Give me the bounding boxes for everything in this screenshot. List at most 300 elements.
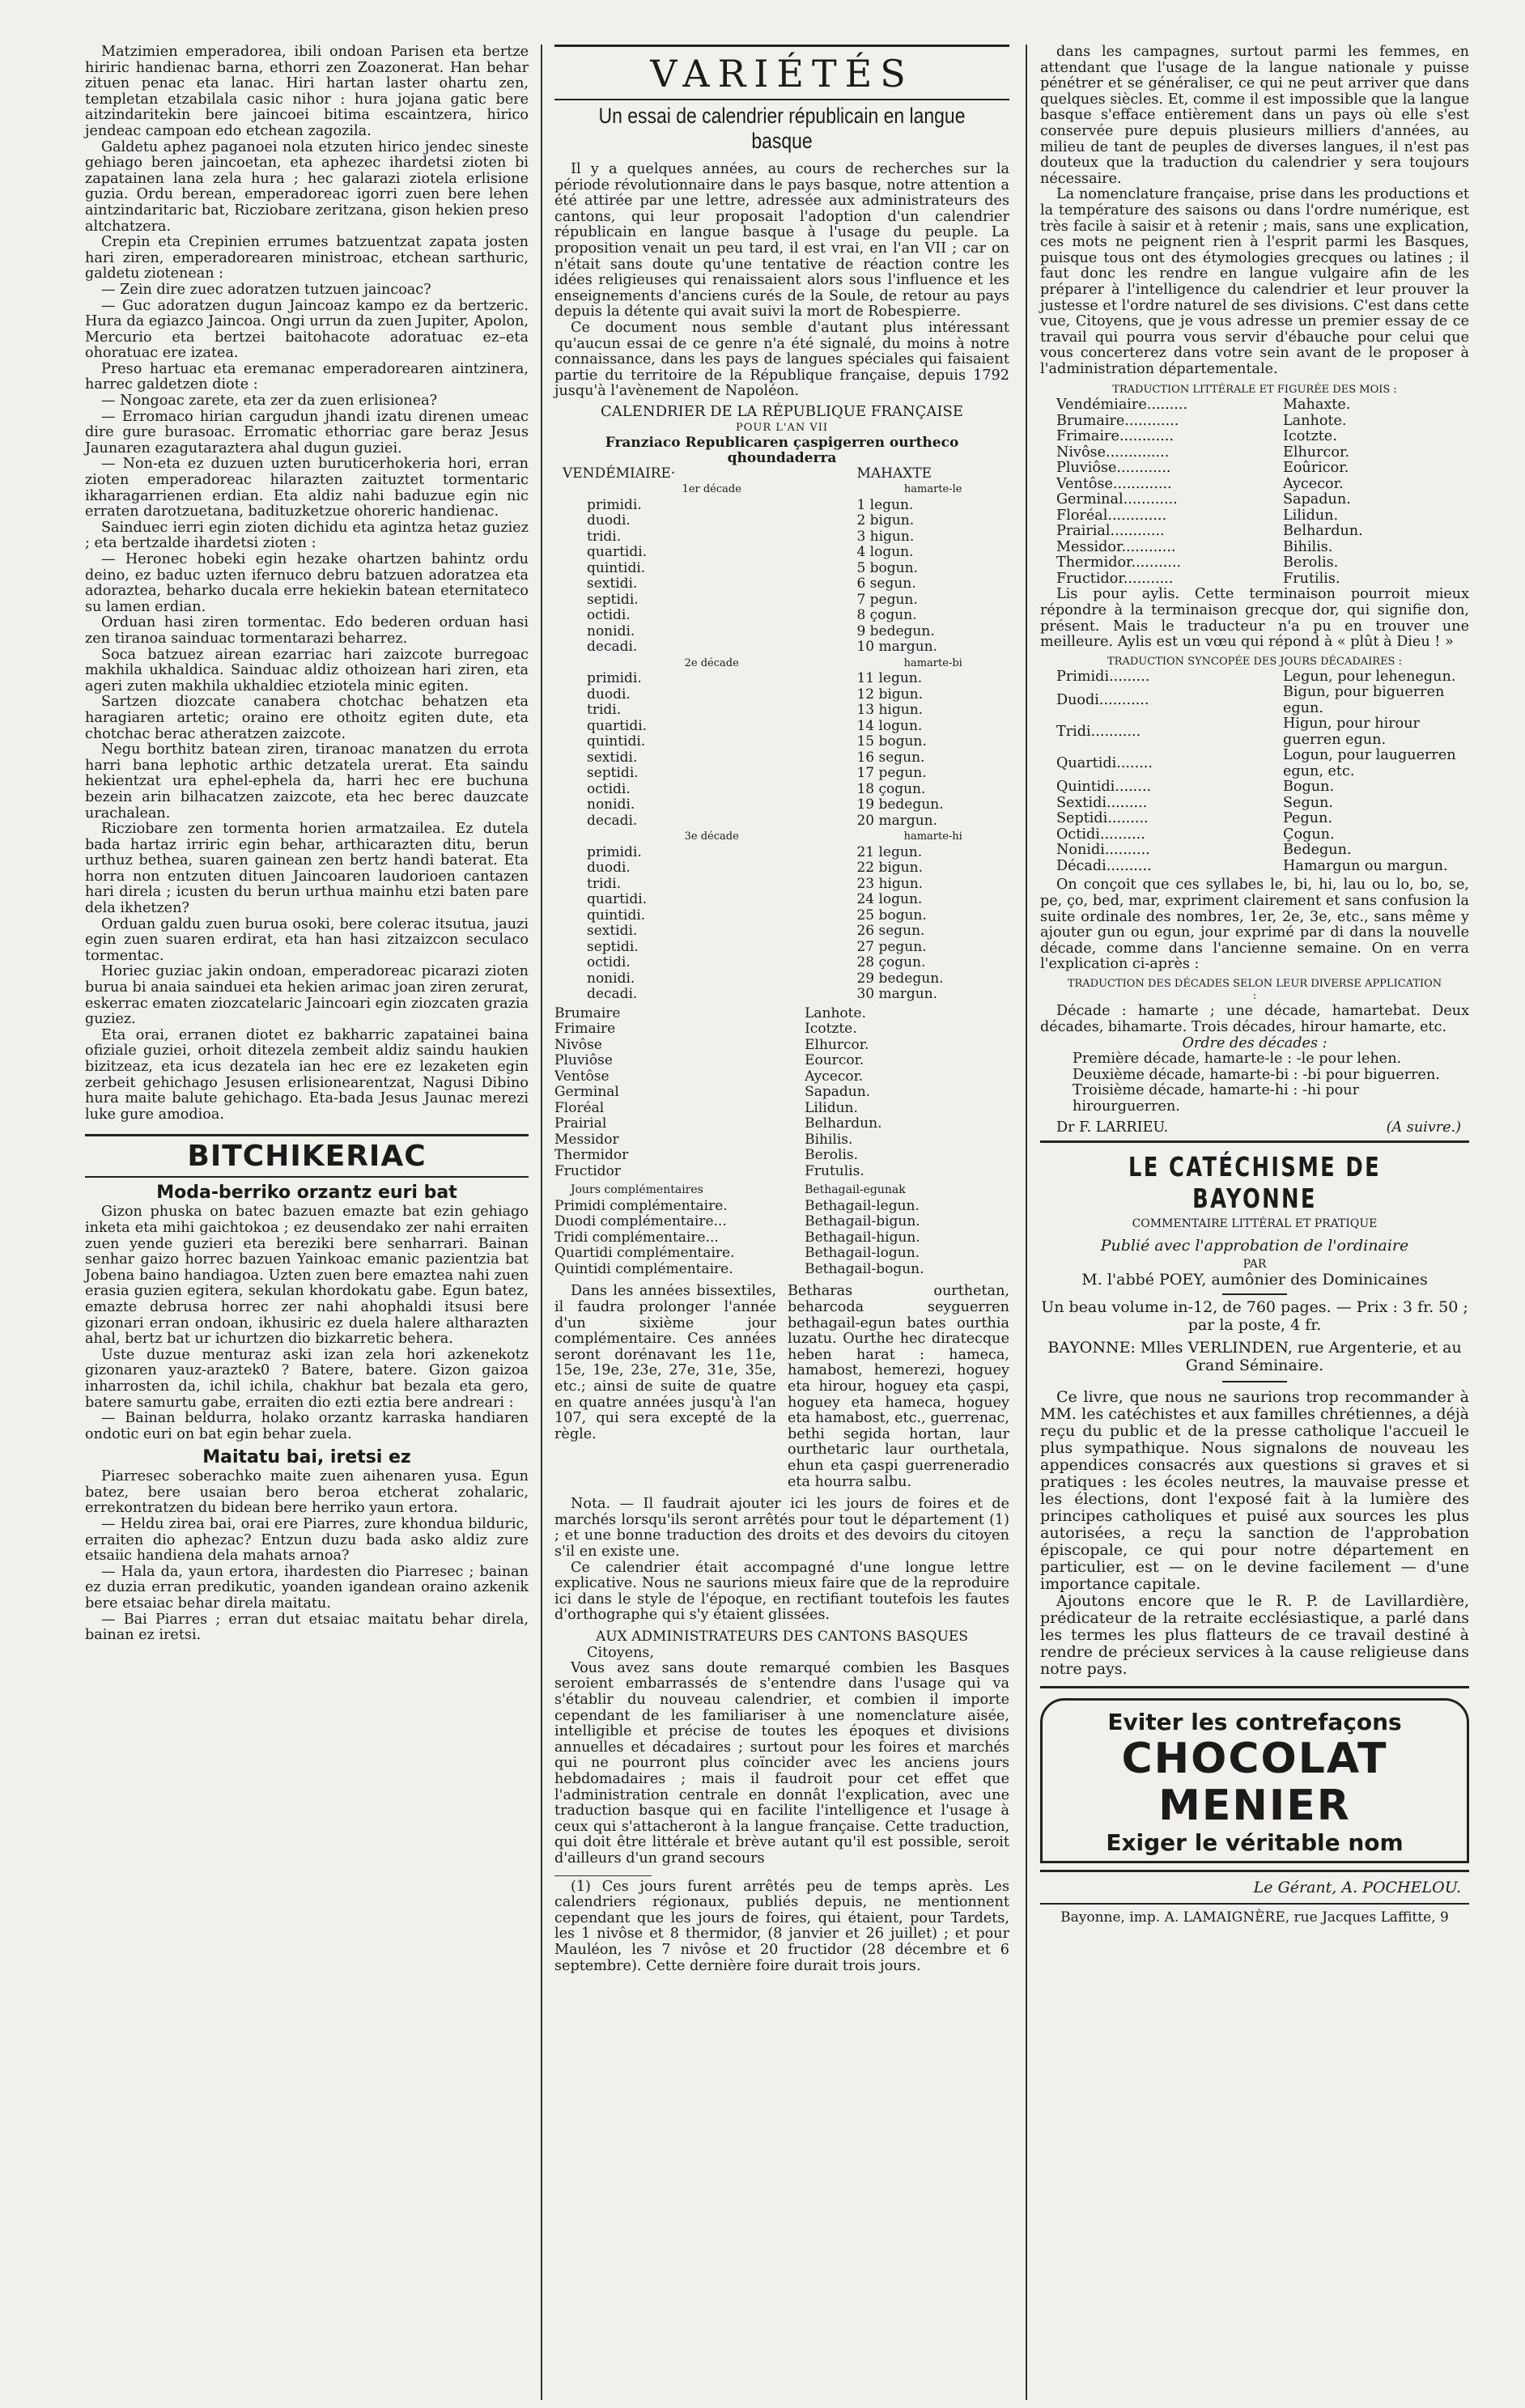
cell-basque: 20 margun. xyxy=(856,812,938,829)
table-row xyxy=(554,639,1009,656)
term-fr: Sextidi......... xyxy=(1056,794,1148,811)
term-basque: Mahaxte. xyxy=(1283,397,1351,414)
term-basque: Lilidun. xyxy=(1283,507,1339,524)
translation-months-title: TRADUCTION LITTÉRALE ET FIGURÉE DES MOIS : xyxy=(1112,384,1397,397)
table-row xyxy=(554,561,1009,577)
paragraph: — Bainan beldurra, holako orzantz karraska handiaren ondotic euri on bat egin behar zuela. xyxy=(85,1410,529,1442)
paragraph: Sartzen diozcate canabera chotchac behatzen eta haragiaren artetic; oraino ere othoitz egiten dute, eta chotchac berac atheratzen zaizcote. xyxy=(85,694,529,742)
signature-line xyxy=(1040,1119,1469,1136)
anecdote-title: Moda-berriko orzantz euri bat xyxy=(156,1183,457,1204)
compl-basque: Bethagail-logun. xyxy=(805,1245,920,1262)
table-row xyxy=(554,671,1009,687)
cell-basque: 12 bigun. xyxy=(856,686,923,703)
catechism-title: LE CATÉCHISME DE BAYONNE xyxy=(1128,1151,1381,1215)
term-basque: Eoûricor. xyxy=(1283,460,1349,477)
month-row xyxy=(554,1038,1009,1054)
term-basque: Pegun. xyxy=(1283,810,1332,827)
compl-fr: Quartidi complémentaire. xyxy=(554,1245,735,1262)
column-basque-story xyxy=(85,45,529,1644)
table-row xyxy=(554,498,1009,514)
term-basque: Lanhote. xyxy=(1283,412,1347,429)
term-basque: Higun, pour hirour guerren egun. xyxy=(1283,716,1420,748)
table-row xyxy=(554,829,1009,845)
calendar-year: POUR L'AN VII xyxy=(735,421,829,434)
term-basque: Bedegun. xyxy=(1283,842,1352,859)
section-rule xyxy=(1040,1870,1469,1872)
cell-fr: decadi. xyxy=(587,639,638,656)
paragraph: — Bai Piarres ; erran dut etsaiac maitatu behar direla, bainan ez iretsi. xyxy=(85,1611,529,1644)
table-row xyxy=(554,608,1009,624)
cell-fr: octidi. xyxy=(587,607,631,624)
cell-fr: octidi. xyxy=(587,954,631,971)
cell-basque: 19 bedegun. xyxy=(856,796,944,813)
paragraph: Galdetu aphez paganoei nola etzuten hirico jendec sineste gehiago beren jaincoetan, eta aphezec ihardetsi zioten bi zapatainen lana zela hura ; hec galarazi ziotela erlisione guzia. Ordu berean, emperadoreac igorri zuen bere lehen aintzindaritaric bat, Ricziobare zeritzana, gison hekien preso altchatzera. xyxy=(85,138,529,235)
month-fr: Floréal xyxy=(554,1099,605,1116)
month-row xyxy=(554,1116,1009,1132)
cell-fr: quartidi. xyxy=(587,717,648,734)
paragraph: Uste duzue menturaz aski izan zela hori azkenekotz gizonaren yauz-araztek0 ? Batere, batere. Gizon gaizoa inharrosten da, ichil ichila, chakhur bat bezala eta gero, batere samurtu gabe, erraiten dio ezti eztia bere andreari : xyxy=(85,1346,529,1411)
admin-title: AUX ADMINISTRATEURS DES CANTONS BASQUES xyxy=(596,1628,968,1645)
month-fr: Brumaire xyxy=(554,1004,621,1021)
calendar-table xyxy=(554,466,1009,1003)
paragraph: Eta orai, erranen diotet ez bakharric zapatainei baina ofiziale guziei, orhoit ditezela zembeit aldiz saindu haukien bizitzeaz, eta icus dezatela ian hec ere ez lezaketen egin zerbeit gehichago Jesusen erlisionearentzat, Nagusi Dibino hura maite balute gehichago. Eta-bada Jesus Jaunac merezi luke gure amodioa. xyxy=(85,1026,529,1123)
term-fr: Quintidi........ xyxy=(1056,779,1152,796)
catechism-subtitle: COMMENTAIRE LITTÉRAL ET PRATIQUE xyxy=(1132,1217,1378,1231)
term-basque: Sapadun. xyxy=(1283,491,1351,508)
cell-fr: duodi. xyxy=(587,686,631,703)
admin-salutation: Citoyens, xyxy=(587,1644,655,1661)
term-fr: Primidi......... xyxy=(1056,668,1150,685)
table-row xyxy=(554,797,1009,813)
cell-fr: nonidi. xyxy=(587,970,635,987)
cell-basque: 10 margun. xyxy=(856,639,938,656)
catechism-price: Un beau volume in-12, de 760 pages. — Prix : 3 fr. 50 ; par la poste, 4 fr. xyxy=(1041,1298,1468,1335)
cell-fr: sextidi. xyxy=(587,923,638,940)
table-row xyxy=(554,924,1009,940)
cell-basque: hamarte-hi xyxy=(903,830,962,843)
month-basque: Elhurcor. xyxy=(805,1036,869,1053)
paragraph: dans les campagnes, surtout parmi les femmes, en attendant que l'usage de la langue nationale y puisse pénétrer et se généraliser, ce qui ne peut arriver que dans quelques siècles. Et, comme il est impossible que la langue basque s'efface entièrement dans un pays où elle s'est conservée pure depuis plusieurs milliers d'années, au milieu de tant de peuples de diverses langues, il n'est pas douteux que la traduction du calendrier y sera toujours nécessaire. xyxy=(1040,44,1469,187)
term-fr: Septidi......... xyxy=(1056,810,1149,827)
table-row xyxy=(554,529,1009,546)
cell-fr: quintidi. xyxy=(587,907,646,924)
cell-fr: tridi. xyxy=(587,875,622,892)
cell-basque: 7 pegun. xyxy=(856,591,918,608)
month-fr: Nivôse xyxy=(554,1036,602,1053)
paragraph: Horiec guziac jakin ondoan, emperadoreac picarazi zioten burua bi anaia sainduei eta hekien arimac joan ziren zerurat, eskerrac ematen ziozcatelaric Jaincoari egin ziozcaten grazia guziez. xyxy=(85,963,529,1028)
compl-basque: Bethagail-bogun. xyxy=(805,1260,924,1277)
translation-row xyxy=(1056,669,1469,686)
compl-header-basque: Bethagail-egunak xyxy=(805,1183,906,1197)
letter-continued xyxy=(1040,45,1469,377)
cell-basque: 29 bedegun. xyxy=(856,970,944,987)
translation-row xyxy=(1056,827,1469,843)
catechism-where: BAYONNE: Mlles VERLINDEN, rue Argenterie, et au Grand Séminaire. xyxy=(1047,1339,1462,1375)
cell-fr: sextidi. xyxy=(587,749,638,766)
cell-fr: quartidi. xyxy=(587,891,648,908)
cell-fr: 1er décade xyxy=(682,483,741,496)
catechism-par: PAR xyxy=(1243,1258,1267,1272)
month-basque: Berolis. xyxy=(805,1147,859,1164)
compl-row xyxy=(554,1230,1009,1246)
paragraph: Crepin eta Crepinien errumes batzuentzat zapata josten hari ziren, emperadorearen ministroac, etchean sarthuric, galdetu ziotenean : xyxy=(85,234,529,282)
top-rule xyxy=(554,45,1009,47)
translation-row xyxy=(1056,859,1469,875)
term-fr: Germinal............ xyxy=(1056,491,1178,508)
catechism-review2: Ajoutons encore que le R. P. de Lavillardière, prédicateur de la retraite ecclésiastique, a parlé dans les termes les plus flatteurs de ce travail destiné à rendre de précieux services à la cause religieuse dans notre pays. xyxy=(1040,1592,1469,1679)
paragraph: Il y a quelques années, au cours de recherches sur la période révolutionnaire dans le pays basque, notre attention a été attirée par une lettre, adressée aux administrateurs des cantons, qui leur proposait l'adoption d'un calendrier républicain en langue basque à l'usage du peuple. La proposition venait un peu tard, il est vrai, en l'an VII ; car on n'était sans doute qu'une tentative de réaction contre les idées religieuses qui renaissaient alors sous l'influence et les enseignements d'anciens curés de la Soule, de retour au pays depuis la détente qui avait suivi la mort de Robespierre. xyxy=(554,161,1009,321)
cell-fr: septidi. xyxy=(587,938,639,955)
translation-row xyxy=(1056,555,1363,571)
month-fr: Pluviôse xyxy=(554,1052,613,1069)
cell-fr: decadi. xyxy=(587,812,638,829)
cell-fr: 2e décade xyxy=(684,656,739,669)
article-title: Un essai de calendrier républicain en langue basque xyxy=(598,104,966,153)
compl-fr: Tridi complémentaire... xyxy=(554,1229,719,1246)
anecdote-paragraphs xyxy=(85,1469,529,1644)
catechism-author: M. l'abbé POEY, aumônier des Dominicaines xyxy=(1081,1271,1428,1289)
paragraph: Soca batzuez airean ezarriac hari zaizcote burregoac makhila ukhaldica. Sainduac aldiz othoizean hari ziren, eta ageri zuten makhila ukhaldiec etziotela minic egiten. xyxy=(85,646,529,694)
admin-letter: Vous avez sans doute remarqué combien les Basques seroient embarrassés de s'entendre dans l'usage qui va s'établir du nouveau calendrier, et combien il importe cependant de les familiariser à une nomenclature aisée, intelligible et précise de toutes les époques et divisions annuelles et décadaires ; surtout pour les foires et marchés qui ne pourront plus coïncider avec les anciens jours hebdomadaires ; mais il faudroit pour cet effet que l'administration centrale en donnât l'explication, avec une traduction basque qui en facilite l'intelligence et l'usage à ceux qui s'attacheront à la langue française. Cette traduction, qui doit être littérale et brève autant qu'il est possible, seroit d'ailleurs d'un grand secours xyxy=(554,1659,1009,1867)
table-row xyxy=(554,513,1009,529)
calendar-title: CALENDRIER DE LA RÉPUBLIQUE FRANÇAISE xyxy=(601,402,963,420)
paragraph: — Erromaco hirian cargudun jhandi izatu direnen umeac dire gure burasoac. Erromatic ethorriac gare beraz Jesus Jaunaren ezagutaraztera ahal dugun guziei. xyxy=(85,408,529,457)
table-row xyxy=(554,482,1009,498)
months-table xyxy=(554,1006,1009,1180)
term-fr: Vendémiaire......... xyxy=(1056,397,1188,414)
month-basque: Sapadun. xyxy=(805,1084,871,1101)
translation-decades-text: Décade : hamarte ; une décade, hamartebat. Deux décades, bihamarte. Trois décades, hirour hamarte, etc. xyxy=(1040,1002,1469,1035)
complementary-table xyxy=(554,1183,1009,1277)
month-row xyxy=(554,1006,1009,1022)
term-fr: Ventôse............. xyxy=(1056,475,1172,492)
month-basque: Lilidun. xyxy=(805,1099,858,1116)
translation-row xyxy=(1056,748,1469,779)
paragraph: — Heronec hobeki egin hezake ohartzen bahintz ordu deino, ez baduc uzten ifernuco debru batzuen adoratzea eta adoraztea, beharko ducala erre hekiekin batean eternitateco su lamen erdian. xyxy=(85,551,529,615)
translation-row xyxy=(1056,397,1363,414)
paragraph: — Zein dire zuec adoratzen tutzuen jaincoac? xyxy=(101,281,431,298)
footnote: (1) Ces jours furent arrêtés peu de temps après. Les calendriers régionaux, publiés depuis, ne mentionnent cependant que les jours de foires, qui étaient, pour Tardets, les 1 nivôse et 8 thermidor, (8 janvier et 26 juillet) ; et pour Mauléon, les 7 nivôse et 20 fructidor (28 décembre et 6 septembre). Cette dernière foire durait trois jours. xyxy=(554,1878,1009,1974)
translation-months-note: Lis pour aylis. Cette terminaison pourroit mieux répondre à la terminaison grecque dor, qui signifie don, présent. Mais le traducteur n'a pu en trouver une meilleure. Aylis est un vœu qui répond à « plût à Dieu ! » xyxy=(1040,586,1469,651)
term-basque: Belhardun. xyxy=(1283,523,1363,540)
bissextile-fr: Dans les années bissextiles, il faudra prolonger l'année d'un sixième jour complémentaire. Ces années seront dorénavant les 11e, 15e, 19e, 23e, 27e, 31e, 35e, etc.; ainsi de suite de quatre en quatre années jusqu'à l'an 107, qui sera excepté de la règle. xyxy=(554,1283,776,1442)
cell-basque: 21 legun. xyxy=(856,843,923,860)
term-fr: Quartidi........ xyxy=(1056,755,1153,772)
month-row xyxy=(554,1053,1009,1069)
paragraph: Orduan hasi ziren tormentac. Edo bederen orduan hasi zen tiranoa sainduac tormentarazi beharrez. xyxy=(85,614,529,647)
cell-fr: tridi. xyxy=(587,528,622,545)
cell-fr: 3e décade xyxy=(684,830,739,843)
author-signature: Dr F. LARRIEU. xyxy=(1056,1119,1169,1136)
compl-row xyxy=(554,1246,1009,1262)
translation-row xyxy=(1056,571,1363,588)
term-fr: Thermidor........... xyxy=(1056,554,1182,571)
term-basque: Legun, pour lehenegun. xyxy=(1283,668,1456,685)
month-row xyxy=(554,1132,1009,1149)
column-varietes xyxy=(554,45,1009,1974)
cell-basque: 6 segun. xyxy=(856,575,916,592)
term-fr: Nivôse.............. xyxy=(1056,444,1170,461)
bissextile-basque: Betharas ourthetan, beharcoda seyguerren bethagail-egun bates ourthia luzatu. Ourthe hec diratecque heben harat : hameca, hamabost, hemerezi, hoguey eta hirour, hoguey eta çaspi, hoguey eta hameca, hoguey eta hamabost, etc., guerrenac, bethi segida hortan, laur ourthetaric laur ourthetala, ehun eta çaspi guerreneradio eta hourra salbu. xyxy=(788,1283,1009,1490)
cell-fr: quintidi. xyxy=(587,559,646,576)
column-continued xyxy=(1040,45,1469,1930)
translation-row xyxy=(1056,524,1363,540)
section-rule xyxy=(1040,1903,1469,1905)
compl-basque: Bethagail-legun. xyxy=(805,1197,920,1214)
anecdote-title: Maitatu bai, iretsi ez xyxy=(202,1447,411,1468)
paragraph: Ce document nous semble d'autant plus intéressant qu'aucun essai de ce genre n'a été signalé, du moins à notre connaissance, dans les pays de langues spéciales qui faisaient partie du territoire de la République française, depuis 1792 jusqu'à l'avènement de Napoléon. xyxy=(554,319,1009,400)
cell-fr: decadi. xyxy=(587,986,638,1003)
table-row xyxy=(554,955,1009,971)
translation-row xyxy=(1056,508,1363,524)
cell-basque: 1 legun. xyxy=(856,496,914,513)
month-row xyxy=(554,1148,1009,1164)
term-basque: Segun. xyxy=(1283,794,1333,811)
table-row xyxy=(554,892,1009,908)
compl-fr: Duodi complémentaire... xyxy=(554,1213,727,1230)
month-fr: Ventôse xyxy=(554,1068,610,1085)
translation-row xyxy=(1056,414,1363,430)
translation-row xyxy=(1056,811,1469,827)
translation-row xyxy=(1056,445,1363,461)
paragraph: Gizon phuska on batec bazuen emazte bat ezin gehiago inketa eta mihi gaichtokoa ; ez deusendako zer nahi erraiten zuen yende guzieri eta bereziki bere senharrari. Bainan senhar gaizo horrec bazuen Yainkoac emanic pazientzia bat Jobena baino handiagoa. Uzten zuen bere emaztea nahi zuen erasia guzien egitera, sekulan khordokatu gabe. Egun batez, emazte debrusa horrec zer nahi ahophaldi itsusi bere gizonari erran ondoan, ikhusiric ez duela halere altharazten ahal, bertz bat ur ichurtzen dio bizkarretic behera. xyxy=(85,1204,529,1348)
cell-fr: duodi. xyxy=(587,512,631,529)
cell-basque: 16 segun. xyxy=(856,749,925,766)
cell-fr: nonidi. xyxy=(587,622,635,639)
month-header-basque: MAHAXTE xyxy=(856,465,932,482)
cell-basque: 14 logun. xyxy=(856,717,923,734)
cell-fr: primidi. xyxy=(587,670,642,687)
cell-fr: primidi. xyxy=(587,843,642,860)
compl-row xyxy=(554,1214,1009,1230)
cell-fr: septidi. xyxy=(587,591,639,608)
term-fr: Nonidi.......... xyxy=(1056,842,1150,859)
section-rule xyxy=(85,1134,529,1136)
section-rule xyxy=(1040,1140,1469,1143)
table-row xyxy=(554,766,1009,782)
table-row xyxy=(554,782,1009,798)
cell-basque: 15 bogun. xyxy=(856,733,927,750)
cell-fr: octidi. xyxy=(587,780,631,797)
month-row xyxy=(554,1021,1009,1038)
table-row xyxy=(554,987,1009,1003)
cell-basque: 18 çogun. xyxy=(856,780,926,797)
catechism-review: Ce livre, que nous ne saurions trop recommander à MM. les catéchistes et aux familles chrétiennes, a déjà reçu du public et de la presse catholique l'accueil le plus sympathique. Nous signalons de nouveau les appendices consacrés aux questions si graves et si pratiques : les écoles neutres, la mauvaise presse et les élections, dont l'exposé fait à la lumière des principes catholiques et puisé aux sources les plus autorisées, a reçu la sanction de l'approbation épiscopale, ce qui pour notre département en particulier, est — on le devine facilement — d'une importance capitale. xyxy=(1040,1388,1469,1594)
compl-row xyxy=(554,1262,1009,1278)
table-row xyxy=(554,592,1009,609)
cell-fr: sextidi. xyxy=(587,575,638,592)
short-rule xyxy=(1222,1293,1287,1295)
compl-header: Jours complémentaires xyxy=(571,1183,703,1197)
cell-basque: 27 pegun. xyxy=(856,938,927,955)
paragraph: — Guc adoratzen dugun Jaincoaz kampo ez da bertzeric. Hura da egiazco Jaincoa. Ongi urrun da zuen Jupiter, Apolon, Mercurio eta bertzei baitohacote adoratuac ez–eta ohoratuac ere izatea. xyxy=(85,297,529,362)
table-row xyxy=(554,845,1009,861)
decade-order-item: Première décade, hamarte-le : -le pour lehen. xyxy=(1073,1051,1402,1068)
term-basque: Icotzte. xyxy=(1283,428,1337,445)
section-rule xyxy=(1040,1686,1469,1688)
term-fr: Pluviôse............ xyxy=(1056,460,1171,477)
cell-basque: hamarte-le xyxy=(903,483,962,496)
month-fr: Frimaire xyxy=(554,1021,616,1038)
month-basque: Belhardun. xyxy=(805,1115,882,1132)
month-fr: Fructidor xyxy=(554,1162,621,1179)
translation-row xyxy=(1056,540,1363,556)
month-basque: Lanhote. xyxy=(805,1004,866,1021)
table-row xyxy=(554,940,1009,956)
nota2-text: Ce calendrier était accompagné d'une longue lettre explicative. Nous ne saurions mieux faire que de la reproduire ici dans le style de l'époque, en rectifiant toutefois les fautes d'orthographe qui s'y étaient glissées. xyxy=(554,1559,1009,1624)
translation-row xyxy=(1056,429,1363,445)
term-fr: Décadi.......... xyxy=(1056,857,1152,874)
calendar-basque-title: Franziaco Republicaren çaspigerren ourtheco qhoundaderra xyxy=(605,434,959,466)
paragraph: Ricziobare zen tormenta horien armatzailea. Ez dutela bada hartaz irriric egin behar, arthicarazten ditu, berun urthuz bethea, suaren gainean zen bertz handi baterat. Eta horra non entzuten dituen Jaincoaren laudorioen cantazen hari direla ; icusten du berun urthua mainhu etzi baten pare dela ikhetzen? xyxy=(85,821,529,917)
cell-fr: septidi. xyxy=(587,765,639,782)
paragraph: Orduan galdu zuen burua osoki, bere colerac itsutua, jauzi egin zuen suaren erdirat, eta han hasi zitzaizcon seculaco tormentac. xyxy=(85,915,529,964)
month-basque: Eourcor. xyxy=(805,1052,864,1069)
table-row xyxy=(554,908,1009,924)
compl-basque: Bethagail-higun. xyxy=(805,1229,920,1246)
paragraph: Negu borthitz batean ziren, tiranoac manatzen du errota harri bana lephotic arthic detzatela urerat. Eta saindu hekientzat ura ephel-ephela da, harri hec ere buchuna bezein arin bilhacatzen zaizcote, eta hec berec dauzcate urachalean. xyxy=(85,741,529,822)
table-row xyxy=(554,703,1009,719)
short-rule xyxy=(1222,1381,1287,1382)
table-row xyxy=(554,750,1009,767)
bissextile-block xyxy=(554,1284,1009,1490)
translation-months-table xyxy=(1056,397,1363,587)
translation-row xyxy=(1056,685,1469,716)
cell-basque: 9 bedegun. xyxy=(856,622,935,639)
paragraph: Sainduec ierri egin zioten dichidu eta agintza hetaz guziez ; eta bertzalde ihardetsi zioten : xyxy=(85,519,529,552)
anecdote-paragraphs xyxy=(85,1204,529,1442)
cell-basque: 3 higun. xyxy=(856,528,915,545)
ad-line4: Exiger le véritable nom xyxy=(1106,1829,1404,1857)
table-row xyxy=(554,971,1009,987)
month-basque: Frutulis. xyxy=(805,1162,864,1179)
compl-basque: Bethagail-bigun. xyxy=(805,1213,920,1230)
term-basque: Bigun, pour biguerren egun. xyxy=(1283,684,1445,716)
translation-decades-title: TRADUCTION DES DÉCADES SELON LEUR DIVERSE APPLICATION : xyxy=(1067,977,1442,1002)
table-row xyxy=(554,687,1009,703)
cell-basque: 28 çogun. xyxy=(856,954,926,971)
term-fr: Messidor............ xyxy=(1056,538,1176,555)
nota-text: Nota. — Il faudrait ajouter ici les jours de foires et de marchés lorsqu'ils seront arrêtés pour tout le département (1) ; et une bonne traduction des droits et des devoirs du citoyen s'il en existe une. xyxy=(554,1496,1009,1560)
article-intro xyxy=(554,162,1009,400)
compl-row xyxy=(554,1199,1009,1215)
cell-basque: 2 bigun. xyxy=(856,512,915,529)
month-fr: Germinal xyxy=(554,1084,619,1101)
table-row xyxy=(554,545,1009,561)
term-fr: Floréal............. xyxy=(1056,507,1167,524)
table-row xyxy=(554,877,1009,893)
term-basque: Aycecor. xyxy=(1283,475,1344,492)
table-row xyxy=(554,576,1009,592)
cell-basque: 4 logun. xyxy=(856,544,914,561)
decade-order-item: Troisième décade, hamarte-hi : -hi pour hirourguerren. xyxy=(1073,1082,1359,1115)
month-row xyxy=(554,1101,1009,1117)
month-basque: Bihilis. xyxy=(805,1131,853,1148)
compl-fr: Quintidi complémentaire. xyxy=(554,1260,733,1277)
term-basque: Elhurcor. xyxy=(1283,444,1350,461)
decade-order-item: Deuxième décade, hamarte-bi : -bi pour biguerren. xyxy=(1073,1066,1440,1083)
cell-basque: 24 logun. xyxy=(856,891,923,908)
section-title: BITCHIKERIAC xyxy=(187,1140,427,1174)
translation-row xyxy=(1056,492,1363,508)
term-fr: Tridi........... xyxy=(1056,724,1141,741)
term-basque: Bihilis. xyxy=(1283,538,1333,555)
story-paragraphs xyxy=(85,45,529,1123)
cell-basque: hamarte-bi xyxy=(903,656,962,669)
paragraph: — Heldu zirea bai, orai ere Piarres, zure khondua bilduric, erraiten dio aphezac? Entzun duzu bada asko aldiz zure etsaiic handiena dela mahats arnoa? xyxy=(85,1516,529,1565)
cell-basque: 17 pegun. xyxy=(856,765,927,782)
cell-fr: quartidi. xyxy=(587,544,648,561)
paragraph: Preso hartuac eta eremanac emperadorearen aintzinera, harrec galdetzen diote : xyxy=(85,360,529,393)
month-fr: Prairial xyxy=(554,1115,607,1132)
term-fr: Octidi.......... xyxy=(1056,826,1145,843)
to-be-continued: (A suivre.) xyxy=(1386,1119,1461,1136)
month-basque: Icotzte. xyxy=(805,1021,857,1038)
decades-order-list xyxy=(1073,1051,1469,1115)
section-rule xyxy=(85,1176,529,1178)
paragraph: — Non-eta ez duzuen uzten buruticerhokeria hori, erran zioten emperadoreac hilarazten zaituztet tormentaric ikharagarrienen erdian. Eta aldiz nahi baduzue egin nic erraten darotzuetana, badituzketzue ohoreric handienac. xyxy=(85,456,529,520)
translation-days-title: TRADUCTION SYNCOPÉE DES JOURS DÉCADAIRES : xyxy=(1107,655,1402,668)
footnote-rule xyxy=(554,1875,652,1876)
term-basque: Bogun. xyxy=(1283,779,1335,796)
translation-row xyxy=(1056,779,1469,796)
cell-basque: 13 higun. xyxy=(856,702,924,719)
compl-fr: Primidi complémentaire. xyxy=(554,1197,728,1214)
gerant: Le Gérant, A. POCHELOU. xyxy=(1253,1879,1461,1897)
term-basque: Çogun. xyxy=(1283,826,1335,843)
imprint: Bayonne, imp. A. LAMAIGNÈRE, rue Jacques Laffitte, 9 xyxy=(1060,1909,1449,1926)
table-row xyxy=(554,656,1009,672)
ad-line1: Eviter les contrefaçons xyxy=(1107,1709,1402,1736)
paragraph: La nomenclature française, prise dans les productions et la température des saisons ou dans l'ordre numérique, est très facile à saisir et à retenir ; mais, sans une explication, ces mots ne peignent rien à l'esprit parmi les Basques, puisque tous ont des étymologies grecques ou latines ; il faut donc les rendre en langue vulgaire afin de les préparer à l'intelligence du calendrier et leur prouver la justesse et l'ordre naturel de ses divisions. C'est dans cette vue, Citoyens, que je vous adresse un premier essay de ce travail qui pourra vous servir d'ébauche pour celui que vous concerterez dans votre sein avant de le proposer à l'administration départementale. xyxy=(1040,186,1469,377)
term-fr: Duodi........... xyxy=(1056,692,1149,709)
cell-basque: 8 çogun. xyxy=(856,607,917,624)
catechism-approval: Publié avec l'approbation de l'ordinaire xyxy=(1100,1237,1409,1255)
term-basque: Frutilis. xyxy=(1283,570,1340,587)
table-row xyxy=(554,624,1009,640)
chocolat-menier-ad xyxy=(1040,1698,1469,1863)
term-fr: Frimaire............ xyxy=(1056,428,1174,445)
month-basque: Aycecor. xyxy=(805,1068,864,1085)
translation-row xyxy=(1056,716,1469,748)
paragraph: — Hala da, yaun ertora, ihardesten dio Piarresec ; bainan ez duzia erran predikutic, yoanden igandean oraino azkenik bere etsaiac behar direla maitatu. xyxy=(85,1563,529,1612)
month-header: VENDÉMIAIRE· xyxy=(563,465,676,482)
cell-basque: 30 margun. xyxy=(856,986,938,1003)
newspaper-page xyxy=(85,45,1469,2392)
cell-basque: 11 legun. xyxy=(856,670,923,687)
month-fr: Messidor xyxy=(554,1131,619,1148)
ad-brand1: CHOCOLAT xyxy=(1121,1735,1388,1784)
cell-basque: 26 segun. xyxy=(856,923,925,940)
table-row xyxy=(554,860,1009,877)
column-divider xyxy=(541,45,542,2400)
term-basque: Logun, pour lauguerren egun, etc. xyxy=(1283,747,1456,779)
translation-row xyxy=(1056,477,1363,493)
cell-fr: duodi. xyxy=(587,860,631,877)
month-row xyxy=(554,1069,1009,1085)
term-basque: Hamargun ou margun. xyxy=(1283,857,1448,874)
table-row xyxy=(554,734,1009,750)
paragraph: — Nongoac zarete, eta zer da zuen erlisionea? xyxy=(101,393,438,410)
cell-basque: 23 higun. xyxy=(856,875,924,892)
term-fr: Prairial............ xyxy=(1056,523,1165,540)
month-row xyxy=(554,1164,1009,1180)
month-row xyxy=(554,1085,1009,1101)
cell-basque: 5 bogun. xyxy=(856,559,918,576)
cell-basque: 25 bogun. xyxy=(856,907,927,924)
translation-row xyxy=(1056,461,1363,477)
cell-fr: quintidi. xyxy=(587,733,646,750)
